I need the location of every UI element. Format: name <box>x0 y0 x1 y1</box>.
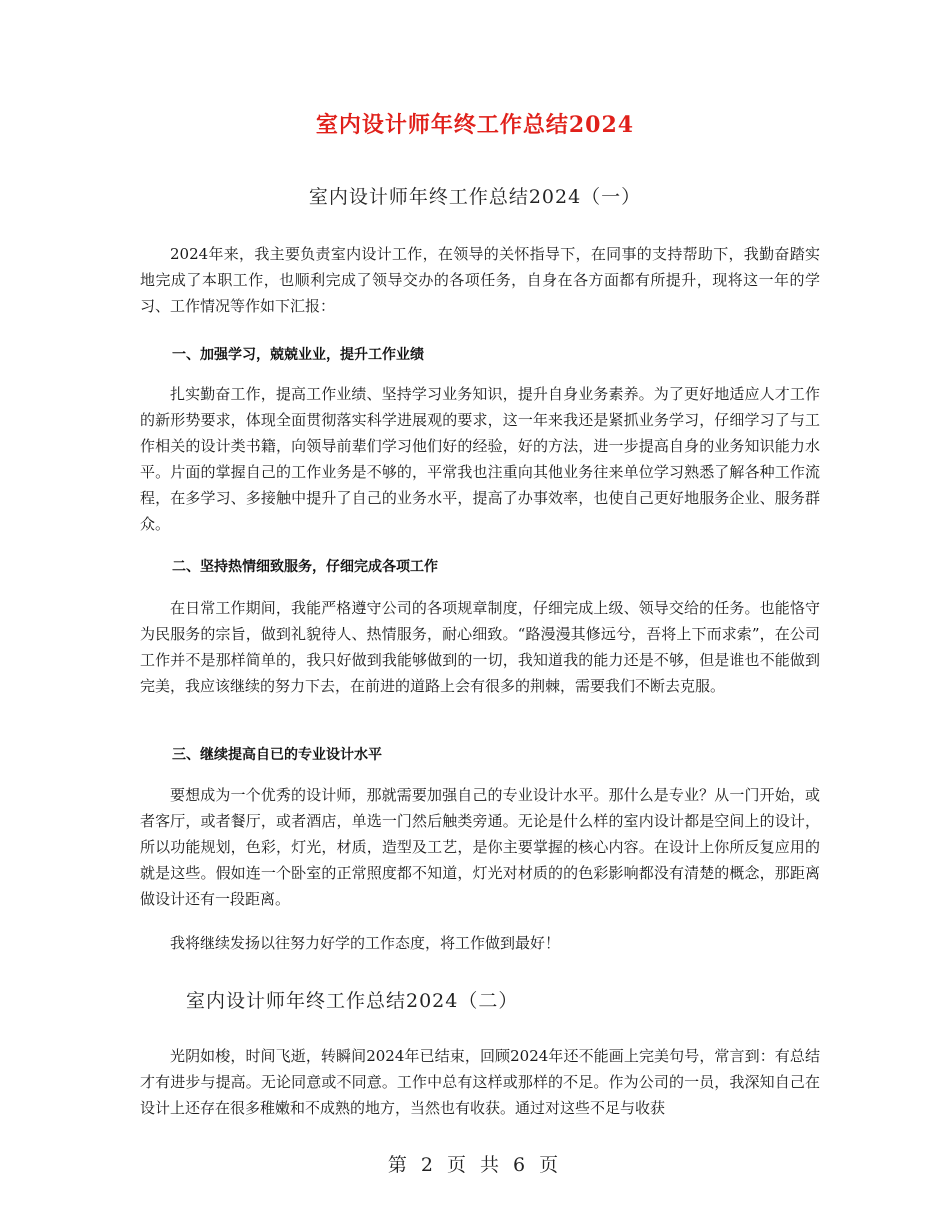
section1-heading-3: 三、继续提高自已的专业设计水平 <box>172 747 382 763</box>
section1-heading-2: 二、坚持热情细致服务，仔细完成各项工作 <box>172 559 438 575</box>
section1-paragraph-2: 在日常工作期间，我能严格遵守公司的各项规章制度，仔细完成上级、领导交给的任务。也能恪守为民服务的宗旨，做到礼貌待人、热情服务，耐心细致。“路漫漫其修远兮，吾将上下而求索”，在公司工作并不是那样简单的，我只好做到我能够做到的一切，我知道我的能力还是不够，但是谁也不能做到完美，我应该继续的努力下去，在前进的道路上会有很多的荆棘，需要我们不断去克服。 <box>140 599 820 695</box>
section2-intro-paragraph: 光阴如梭，时间飞逝，转瞬间2024年已结束，回顾2024年还不能画上完美句号，常言到：有总结才有进步与提高。无论同意或不同意。工作中总有这样或那样的不足。作为公司的一员，我深知自己在设计上还存在很多稚嫩和不成熟的地方，当然也有收获。通过对这些不足与收获 <box>140 1047 820 1117</box>
section1-closing-paragraph: 我将继续发扬以往努力好学的工作态度，将工作做到最好！ <box>170 934 561 952</box>
page-number-footer: 第 2 页 共 6 页 <box>387 1154 563 1176</box>
document-title: 室内设计师年终工作总结2024 <box>315 112 635 138</box>
section1-paragraph-3: 要想成为一个优秀的设计师，那就需要加强自己的专业设计水平。那什么是专业？从一门开始，或者客厅，或者餐厅，或者酒店，单选一门然后触类旁通。无论是什么样的室内设计都是空间上的设计，所以功能规划，色彩，灯光，材质，造型及工艺，是你主要掌握的核心内容。在设计上你所反复应用的就是这些。假如连一个卧室的正常照度都不知道，灯光对材质的的色彩影响都没有清楚的概念，那距离做设计还有一段距离。 <box>140 786 820 908</box>
section1-intro-paragraph: 2024年来，我主要负责室内设计工作，在领导的关怀指导下，在同事的支持帮助下，我勤奋踏实地完成了本职工作，也顺利完成了领导交办的各项任务，自身在各方面都有所提升，现将这一年的学习、工作情况等作如下汇报： <box>140 245 820 315</box>
section1-heading-1: 一、加强学习，兢兢业业，提升工作业绩 <box>172 347 424 363</box>
section1-paragraph-1: 扎实勤奋工作，提高工作业绩、坚持学习业务知识，提升自身业务素养。为了更好地适应人才工作的新形势要求，体现全面贯彻落实科学进展观的要求，这一年来我还是紧抓业务学习，仔细学习了与工作相关的设计类书籍，向领导前辈们学习他们好的经验，好的方法，进一步提高自身的业务知识能力水平。片面的掌握自己的工作业务是不够的，平常我也注重向其他业务往来单位学习熟悉了解各种工作流程，在多学习、多接触中提升了自己的业务水平，提高了办事效率，也使自己更好地服务企业、服务群众。 <box>140 385 820 533</box>
section-title-1: 室内设计师年终工作总结2024（一） <box>308 186 642 208</box>
section-title-2: 室内设计师年终工作总结2024（二） <box>186 990 519 1012</box>
